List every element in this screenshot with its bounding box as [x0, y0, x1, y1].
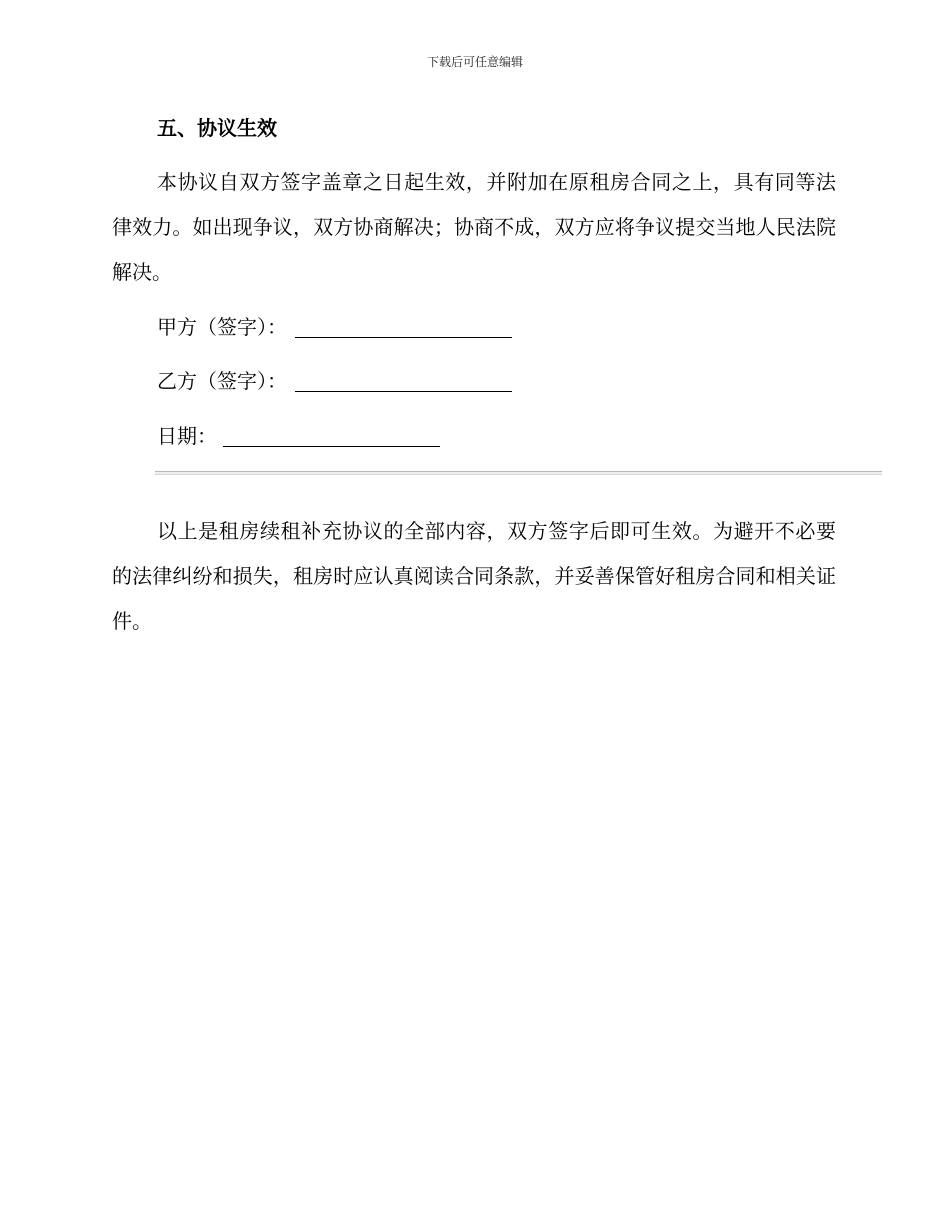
agreement-effect-paragraph: 本协议自双方签字盖章之日起生效，并附加在原租房合同之上，具有同等法律效力。如出现争议，双方协商解决；协商不成，双方应将争议提交当地人民法院解决。 — [112, 170, 836, 284]
party-a-signature-blank[interactable] — [295, 317, 512, 338]
party-b-signature-line — [157, 366, 512, 396]
date-label: 日期： — [157, 424, 217, 448]
date-signature-line — [157, 421, 440, 451]
section-heading: 五、协议生效 — [157, 116, 277, 140]
party-b-label: 乙方（签字）： — [157, 369, 287, 393]
party-a-signature-line — [157, 312, 512, 342]
date-blank[interactable] — [223, 426, 440, 447]
summary-paragraph: 以上是租房续租补充协议的全部内容，双方签字后即可生效。为避开不必要的法律纠纷和损失，租房时应认真阅读合同条款，并妥善保管好租房合同和相关证件。 — [112, 519, 836, 633]
party-b-signature-blank[interactable] — [295, 371, 512, 392]
party-a-label: 甲方（签字）： — [157, 315, 287, 339]
page-header-note: 下载后可任意编辑 — [426, 55, 523, 69]
section-divider — [155, 471, 882, 475]
